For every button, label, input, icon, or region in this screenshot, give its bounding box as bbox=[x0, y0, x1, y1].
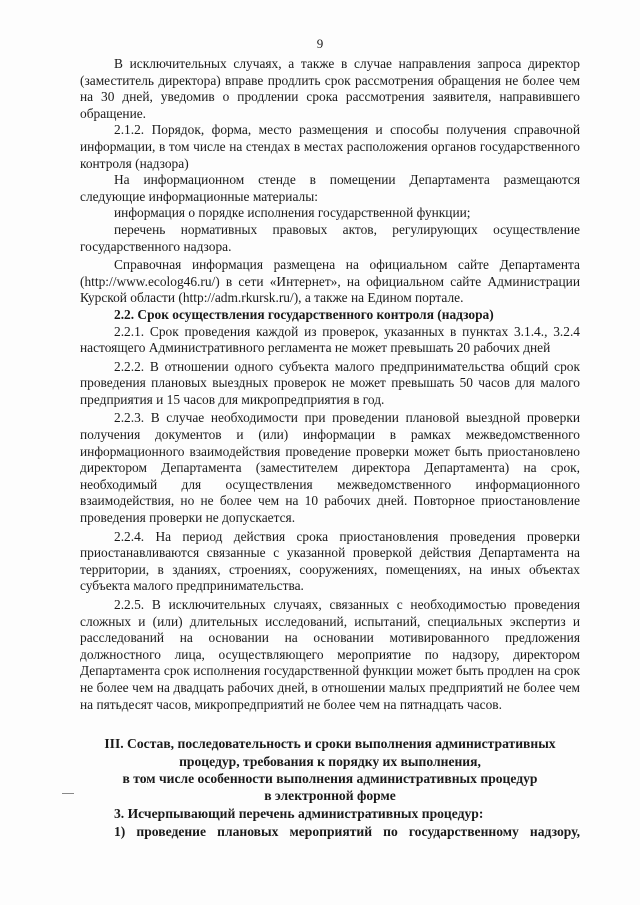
paragraph-2-2-5: 2.2.5. В исключительных случаях, связанных с необходимостью проведения сложных и (или) длительных исследований, испытаний, специальных экспертиз и расследований на основании на основании мотивированного предложения должностного лица, осуществляющего мероприятие по надзору, директором Департамента срок исполнения государственной функции может быть продлен на срок не более чем на двадцать рабочих дней, в отношении малых предприятий не более чем на пятьдесят часов, микропредприятий не более чем на пятнадцать часов. bbox=[80, 597, 580, 712]
paragraph-2-1-2: 2.1.2. Порядок, форма, место размещения и способы получения справочной информации, в том числе на стендах в местах расположения органов государственного контроля (надзора) bbox=[80, 122, 580, 171]
procedures-list-item-1: 1) проведение плановых мероприятий по государственному надзору, bbox=[114, 823, 580, 839]
document-body bbox=[80, 56, 580, 841]
paragraph-2-2-2: 2.2.2. В отношении одного субъекта малого предпринимательства общий срок проведения плановых выездных проверок не может превышать 50 часов для малого предприятия и 15 часов для микропредприятия в год. bbox=[80, 358, 580, 407]
section-3-title bbox=[80, 735, 580, 805]
section-3-title-line-3: в том числе особенности выполнения административных процедур bbox=[122, 770, 538, 786]
section-3-title-line-4: в электронной форме bbox=[264, 788, 396, 804]
paragraph-2-2-1: 2.2.1. Срок проведения каждой из проверок, указанных в пунктах 3.1.4., 3.2.4 настоящего Административного регламента не может превышать 20 рабочих дней bbox=[80, 323, 580, 356]
page-number: 9 bbox=[316, 36, 324, 51]
paragraph-2-2-4: 2.2.4. На период действия срока приостановления проведения проверки приостанавливаются связанные с указанной проверкой действия Департамента на территории, в зданиях, строениях, сооружениях, помещениях, на иных объектах субъекта малого предпринимательства. bbox=[80, 528, 580, 594]
paragraph-2-2-3: 2.2.3. В случае необходимости при проведении плановой выездной проверки получения документов и (или) информации в рамках межведомственного информационного взаимодействия проведение проверки может быть приостановлено директором Департамента (заместителем директора Департамента) на срок, необходимый для осуществления межведомственного информационного взаимодействия, но не более чем на 10 рабочих дней. Повторное приостановление проведения проверки не допускается. bbox=[80, 410, 580, 526]
section-3-title-line-1: III. Состав, последовательность и сроки выполнения административных bbox=[104, 736, 556, 752]
subheading-2-2: 2.2. Срок осуществления государственного контроля (надзора) bbox=[114, 306, 494, 322]
procedures-list-heading: 3. Исчерпывающий перечень административных процедур: bbox=[114, 805, 484, 821]
margin-mark bbox=[62, 793, 74, 794]
paragraph-info-item-1: информация о порядке исполнения государственной функции; bbox=[114, 205, 471, 221]
paragraph-reference-info: Справочная информация размещена на официальном сайте Департамента (http://www.ecolog46.ru/) в сети «Интернет», на официальном сайте Администрации Курской области (http://adm.rkursk.ru/), а также на Едином портале. bbox=[80, 257, 580, 306]
paragraph-info-stand: На информационном стенде в помещении Департамента размещаются следующие информационные материалы: bbox=[80, 172, 580, 204]
paragraph-extension-deadline: В исключительных случаях, а также в случае направления запроса директор (заместитель директора) вправе продлить срок рассмотрения обращения не более чем на 30 дней, уведомив о продлении срока рассмотрения заявителя, направившего обращение. bbox=[80, 56, 580, 121]
section-3-title-line-2: процедур, требования к порядку их выполнения, bbox=[179, 753, 481, 769]
paragraph-info-item-2: перечень нормативных правовых актов, регулирующих осуществление государственного надзора. bbox=[80, 221, 580, 254]
